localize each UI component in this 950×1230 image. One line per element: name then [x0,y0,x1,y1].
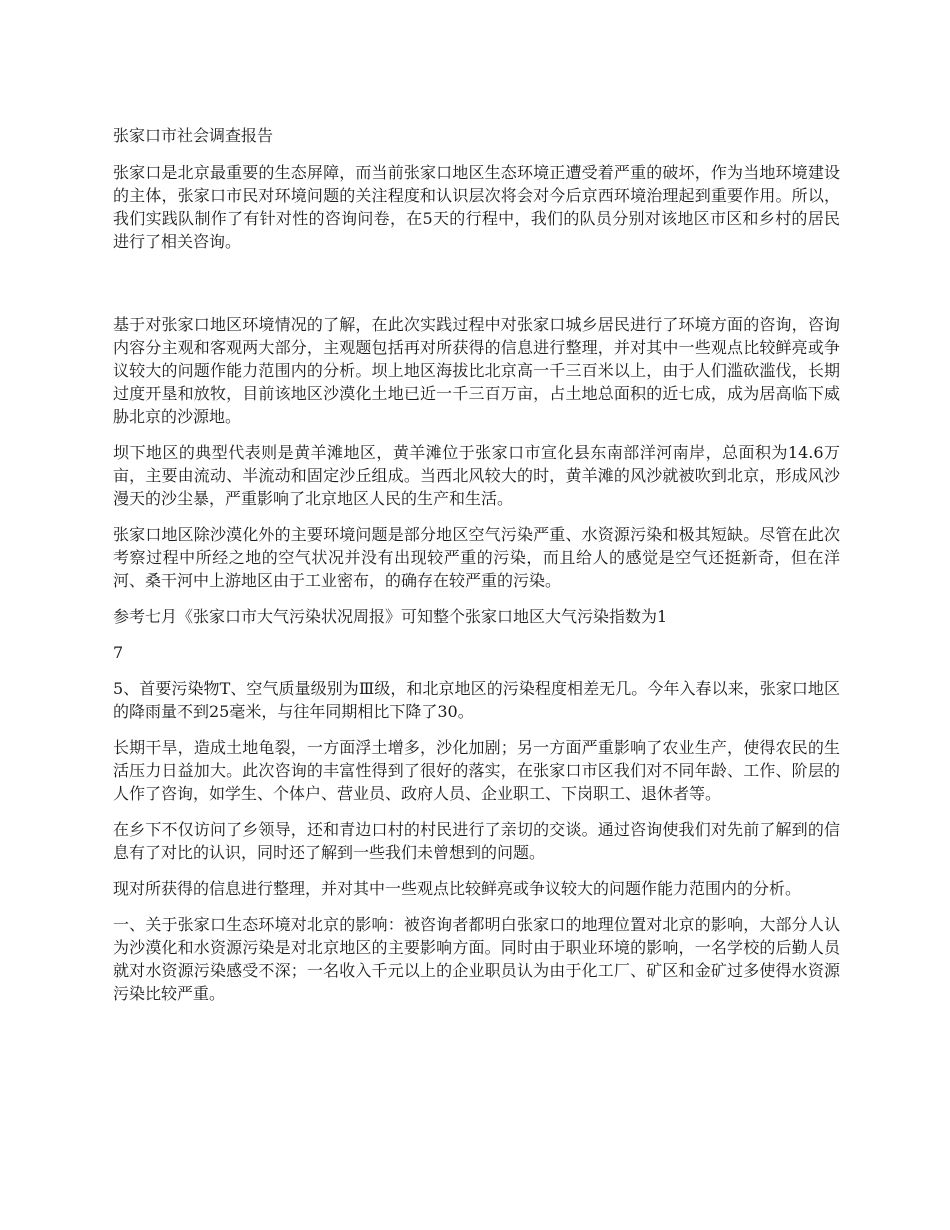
paragraph-pollution-issues: 张家口地区除沙漠化外的主要环境问题是部分地区空气污染严重、水资源污染和极其短缺。尽管在此次考察过程中所经之地的空气状况并没有出现较严重的污染，而且给人的感觉是空气还挺新奇，但在洋河、桑干河中上游地区由于工业密布，的确存在较严重的污染。 [113,525,840,590]
document-page [113,124,840,1018]
document-title: 张家口市社会调查报告 [113,126,274,145]
paragraph-analysis-intro: 现对所获得的信息进行整理，并对其中一些观点比较鲜亮或争议较大的问题作能力范围内的分析。 [113,879,802,898]
paragraph-index-digit: 7 [113,643,124,662]
paragraph-impact-on-beijing: 一、关于张家口生态环境对北京的影响：被咨询者都明白张家口的地理位置对北京的影响，大部分人认为沙漠化和水资源污染是对北京地区的主要影响方面。同时由于职业环境的影响，一名学校的后勤人员就对水资源污染感受不深；一名收入千元以上的企业职员认为由于化工厂、矿区和金矿过多使得水资源污染比较严重。 [113,915,840,1003]
paragraph-huangyangtan: 坝下地区的典型代表则是黄羊滩地区，黄羊滩位于张家口市宣化县东南部洋河南岸，总面积为14.6万亩，主要由流动、半流动和固定沙丘组成。当西北风较大的时，黄羊滩的风沙就被吹到北京，形成风沙漫天的沙尘暴，严重影响了北京地区人民的生产和生活。 [113,443,840,508]
paragraph-air-report: 参考七月《张家口市大气污染状况周报》可知整个张家口地区大气污染指数为1 [113,607,668,626]
paragraph-rural-visit: 在乡下不仅访问了乡领导，还和青边口村的村民进行了亲切的交谈。通过咨询使我们对先前了解到的信息有了对比的认识，同时还了解到一些我们未曾想到的问题。 [113,820,840,862]
paragraph-survey-background: 基于对张家口地区环境情况的了解，在此次实践过程中对张家口城乡居民进行了环境方面的咨询，咨询内容分主观和客观两大部分，主观题包括再对所获得的信息进行整理，并对其中一些观点比较鲜亮或争议较大的问题作能力范围内的分析。坝上地区海拔比北京高一千三百米以上，由于人们滥砍滥伐，长期过度开垦和放牧，目前该地区沙漠化土地已近一千三百万亩，占土地总面积的近七成，成为居高临下威胁北京的沙源地。 [113,315,840,426]
paragraph-pollutant-rainfall: 5、首要污染物T、空气质量级别为Ⅲ级，和北京地区的污染程度相差无几。今年入春以来，张家口地区的降雨量不到25毫米，与往年同期相比下降了30。 [113,679,840,721]
paragraph-intro: 张家口是北京最重要的生态屏障，而当前张家口地区生态环境正遭受着严重的破坏，作为当地环境建设的主体，张家口市民对环境问题的关注程度和认识层次将会对今后京西环境治理起到重要作用。所以，我们实践队制作了有针对性的咨询问卷，在5天的行程中，我们的队员分别对该地区市区和乡村的居民进行了相关咨询。 [113,163,840,251]
paragraph-drought: 长期干旱，造成土地龟裂，一方面浮土增多，沙化加剧；另一方面严重影响了农业生产，使得农民的生活压力日益加大。此次咨询的丰富性得到了很好的落实，在张家口市区我们对不同年龄、工作、阶层的人作了咨询，如学生、个体户、营业员、政府人员、企业职工、下岗职工、退休者等。 [113,738,840,803]
blank-spacer [113,266,840,313]
